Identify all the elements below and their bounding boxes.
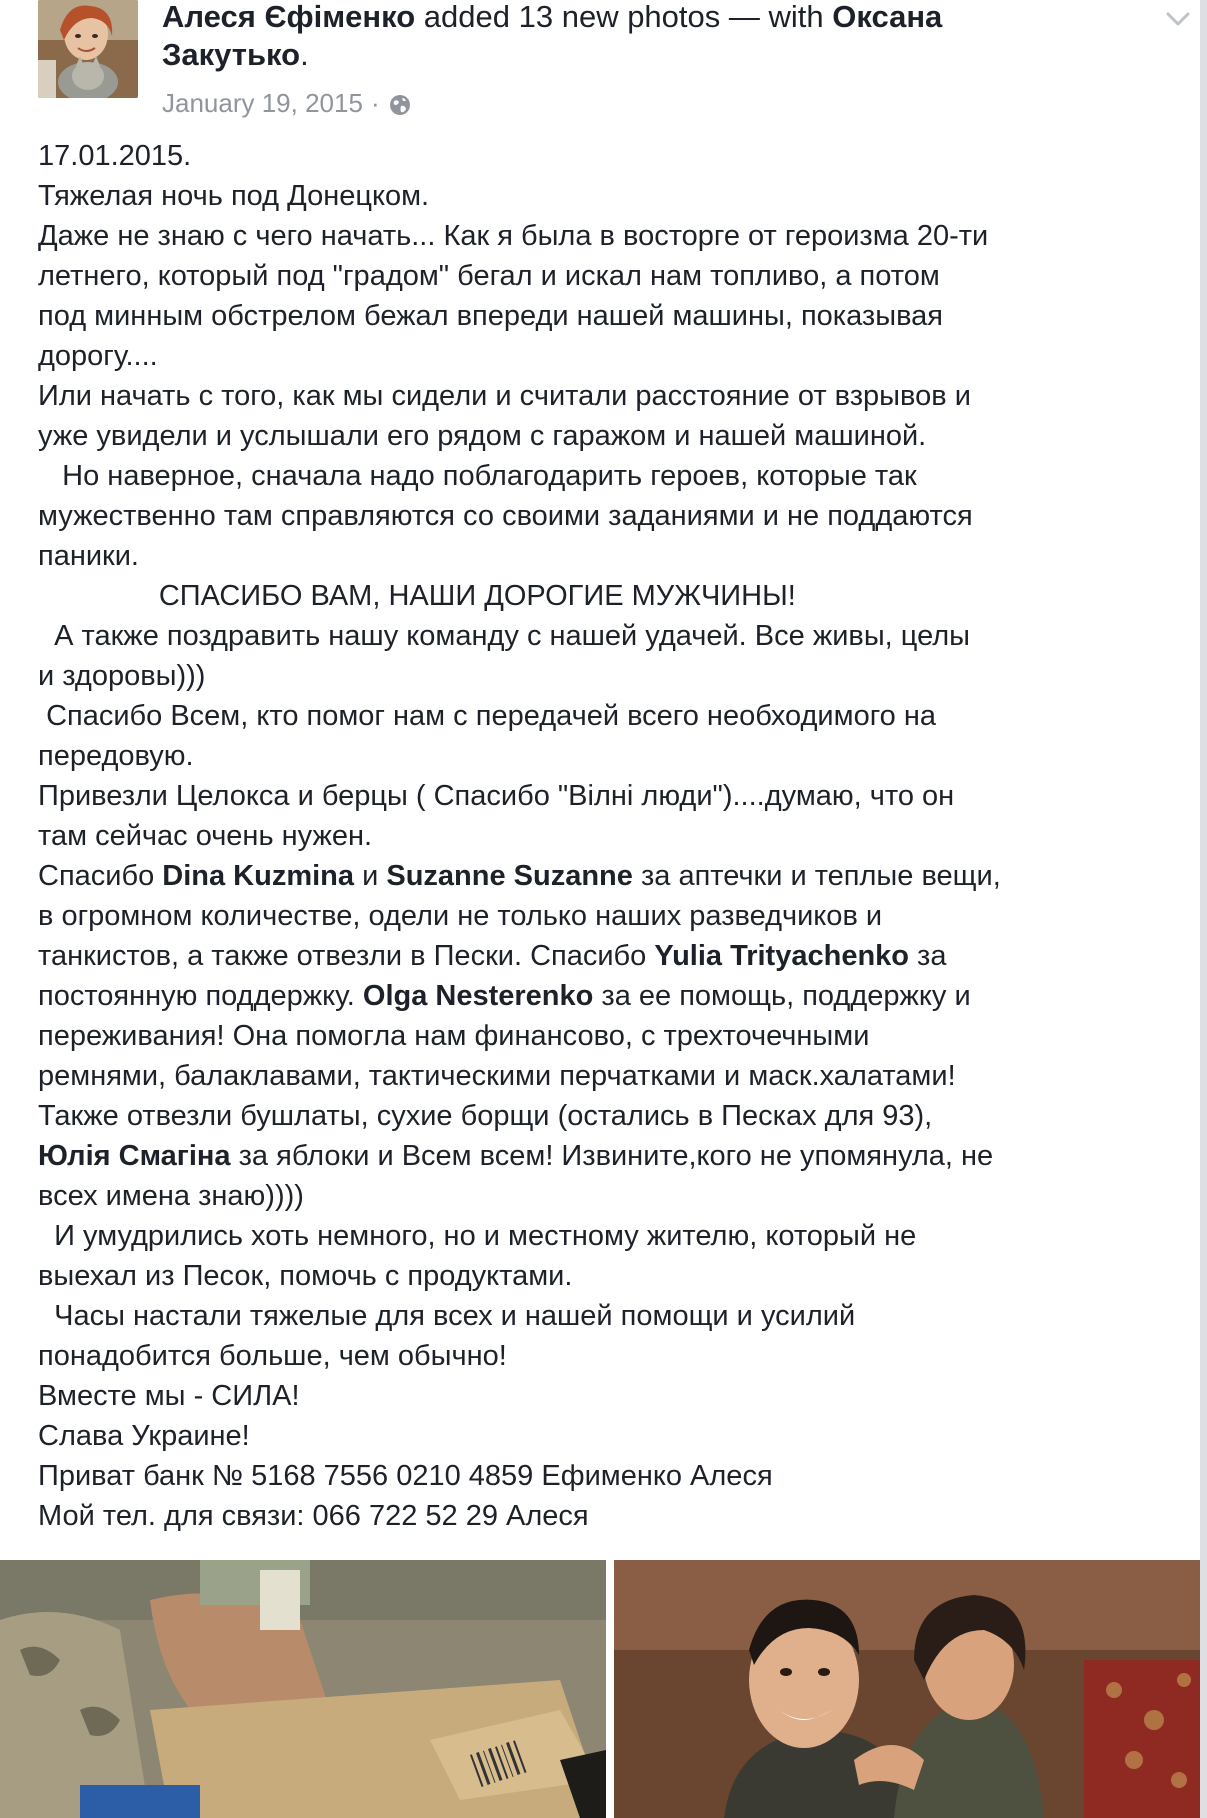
post-body-line: Или начать с того, как мы сидели и считали расстояние от взрывов и — [38, 380, 971, 412]
post-date-link[interactable]: January 19, 2015 — [162, 88, 363, 118]
post-body-line: СПАСИБО ВАМ, НАШИ ДОРОГИЕ МУЖЧИНЫ! — [38, 580, 796, 612]
post-body-line: И умудрились хоть немного, но и местному жителю, который не — [38, 1220, 917, 1252]
post-header — [0, 0, 1207, 120]
post-body-line: летнего, который под "градом" бегал и искал нам топливо, а потом — [38, 260, 940, 292]
post-body-line — [38, 856, 1188, 896]
post-body-fragment: танкистов, а также отвезли в Пески. Спасибо — [38, 940, 655, 972]
mentioned-user-link[interactable]: Yulia Trityachenko — [654, 940, 909, 972]
post-body-fragment: и — [354, 860, 387, 892]
post-body-line: 17.01.2015. — [38, 140, 192, 172]
post-body-line: выехал из Песок, помочь с продуктами. — [38, 1260, 573, 1292]
photo-grid — [0, 1560, 1207, 1818]
post-body-line: уже увидели и услышали его рядом с гаражом и нашей машиной. — [38, 420, 927, 452]
post-body-line: Приват банк № 5168 7556 0210 4859 Ефименко Алеся — [38, 1460, 773, 1492]
mentioned-user-link[interactable]: Юлія Смагіна — [38, 1140, 231, 1172]
post-body-line: Даже не знаю с чего начать... Как я была в восторге от героизма 20-ти — [38, 220, 989, 252]
mentioned-user-link[interactable]: Dina Kuzmina — [162, 860, 355, 892]
post-body-fragment: за аптечки и теплые вещи, — [632, 860, 1001, 892]
post-body-line — [38, 936, 1188, 976]
post-body-fragment: за ее помощь, поддержку и — [593, 980, 971, 1012]
post-action-text: added 13 new photos — with — [415, 0, 833, 34]
post-body-fragment: за — [909, 940, 947, 972]
post-body-line: передовую. — [38, 740, 194, 772]
photo-man-and-woman[interactable] — [614, 1560, 1207, 1818]
post-body-line: дорогу.... — [38, 340, 158, 372]
mentioned-user-link[interactable]: Suzanne Suzanne — [386, 860, 633, 892]
post-body-line: под минным обстрелом бежал впереди нашей машины, показывая — [38, 300, 943, 332]
post-body-line: Часы настали тяжелые для всех и нашей помощи и усилий — [38, 1300, 856, 1332]
post-body-line — [38, 976, 1188, 1016]
chevron-down-icon[interactable] — [1160, 4, 1196, 34]
post-body-line: всех имена знаю)))) — [38, 1180, 304, 1212]
post-body-line: мужественно там справляются со своими заданиями и не поддаются — [38, 500, 973, 532]
post-body-fragment: за яблоки и Всем всем! Извините,кого не упомянула, не — [230, 1140, 994, 1172]
post-body-line: переживания! Она помогла нам финансово, с трехточечными — [38, 1020, 870, 1052]
post-body-line — [38, 1136, 1188, 1176]
post-meta — [162, 86, 412, 120]
post-body-line: ремнями, балаклавами, тактическими перчатками и маск.халатами! — [38, 1060, 956, 1092]
author-name-link[interactable]: Алеся Єфіменко — [162, 0, 416, 34]
mentioned-user-link[interactable]: Olga Nesterenko — [362, 980, 594, 1012]
post-body-line: Спасибо Всем, кто помог нам с передачей всего необходимого на — [38, 700, 936, 732]
page-gutter — [1200, 0, 1207, 1818]
globe-icon[interactable] — [388, 91, 412, 115]
meta-separator: · — [370, 88, 380, 118]
post-body-line: в огромном количестве, одели не только наших разведчиков и — [38, 900, 883, 932]
post-body-line: А также поздравить нашу команду с нашей удачей. Все живы, целы — [38, 620, 971, 652]
post-body-line: там сейчас очень нужен. — [38, 820, 373, 852]
post-body-line: Также отвезли бушлаты, сухие борщи (остались в Песках для 93), — [38, 1100, 933, 1132]
author-avatar[interactable] — [38, 0, 138, 98]
post-body-fragment: постоянную поддержку. — [38, 980, 363, 1012]
post-body-line: Мой тел. для связи: 066 722 52 29 Алеся — [38, 1500, 589, 1532]
post-body-line: Но наверное, сначала надо поблагодарить героев, которые так — [38, 460, 917, 492]
post-title — [162, 0, 1052, 74]
post-title-end: . — [300, 37, 309, 72]
tagged-user-link[interactable]: Оксана Закутько — [162, 0, 943, 72]
post-body-line: паники. — [38, 540, 139, 572]
post-body — [38, 136, 1188, 1536]
post-body-fragment: Спасибо — [38, 860, 163, 892]
photo-hands-with-box[interactable] — [0, 1560, 606, 1818]
post-body-line: Тяжелая ночь под Донецком. — [38, 180, 430, 212]
post-body-line: Привезли Целокса и берцы ( Спасибо "Вілні люди")....думаю, что он — [38, 780, 955, 812]
post-body-line: Слава Украине! — [38, 1420, 250, 1452]
post-body-line: понадобится больше, чем обычно! — [38, 1340, 507, 1372]
post-body-line: и здоровы))) — [38, 660, 206, 692]
post-body-line: Вместе мы - СИЛА! — [38, 1380, 300, 1412]
